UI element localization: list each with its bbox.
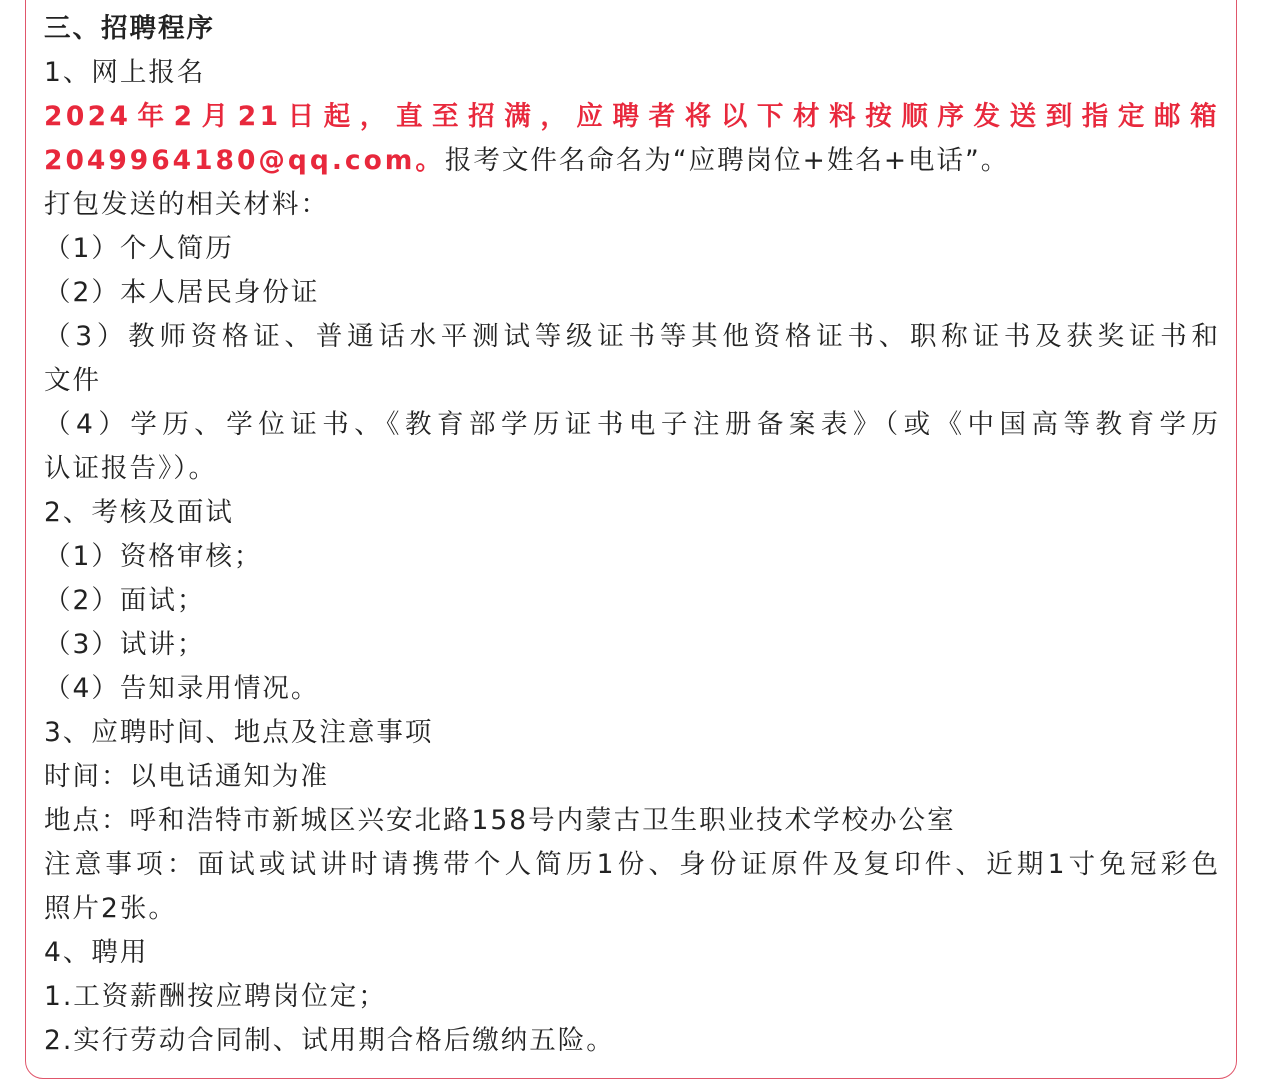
email-line bbox=[44, 139, 1220, 183]
step1-title: 1、网上报名 bbox=[44, 57, 206, 88]
section-title: 三、招聘程序 bbox=[44, 13, 215, 44]
notes-info: 注意事项：面试或试讲时请携带个人简历1份、身份证原件及复印件、近期1寸免冠彩色 bbox=[44, 849, 1220, 880]
material-item-continued: 文件 bbox=[44, 365, 101, 396]
highlight-deadline-text: 2024年2月21日起，直至招满，应聘者将以下材料按顺序发送到指定邮箱 bbox=[44, 101, 1220, 132]
material-item: （3）教师资格证、普通话水平测试等级证书等其他资格证书、职称证书及获奖证书和 bbox=[44, 321, 1220, 352]
place-info: 地点：呼和浩特市新城区兴安北路158号内蒙古卫生职业技术学校办公室 bbox=[44, 805, 956, 836]
step3-title: 3、应聘时间、地点及注意事项 bbox=[44, 717, 434, 748]
material-item: （4）学历、学位证书、《教育部学历证书电子注册备案表》（或《中国高等教育学历 bbox=[44, 409, 1220, 440]
material-item-continued: 认证报告》）。 bbox=[44, 453, 217, 484]
material-item: （1）个人简历 bbox=[44, 233, 234, 264]
interview-item: （1）资格审核； bbox=[44, 541, 263, 572]
email-address[interactable]: 2049964180@qq.com。 bbox=[44, 145, 445, 176]
interview-item: （4）告知录用情况。 bbox=[44, 673, 320, 704]
employment-item: 1.工资薪酬按应聘岗位定； bbox=[44, 981, 387, 1012]
interview-item: （3）试讲； bbox=[44, 629, 206, 660]
notes-info-continued: 照片2张。 bbox=[44, 893, 177, 924]
step2-title: 2、考核及面试 bbox=[44, 497, 234, 528]
employment-item: 2.实行劳动合同制、试用期合格后缴纳五险。 bbox=[44, 1025, 615, 1056]
materials-intro: 打包发送的相关材料： bbox=[44, 189, 329, 220]
material-item: （2）本人居民身份证 bbox=[44, 277, 320, 308]
time-info: 时间：以电话通知为准 bbox=[44, 761, 329, 792]
recruitment-procedure-section bbox=[44, 7, 1220, 1063]
interview-item: （2）面试； bbox=[44, 585, 206, 616]
naming-note: 报考文件名命名为“应聘岗位+姓名+电话”。 bbox=[444, 145, 1010, 176]
step4-title: 4、聘用 bbox=[44, 937, 149, 968]
